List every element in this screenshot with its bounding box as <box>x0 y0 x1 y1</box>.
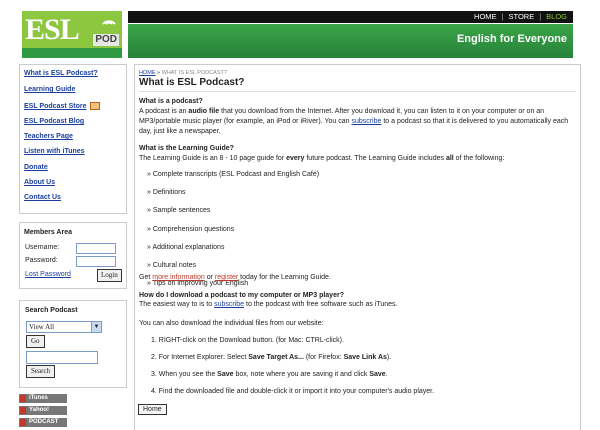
breadcrumb-current: WHAT IS ESL PODCAST? <box>161 70 227 76</box>
subscribe-link[interactable]: subscribe <box>351 118 382 125</box>
step-1: 1. RIGHT-click on the Download button. (for Mac: CTRL-click). <box>151 337 344 344</box>
list-item: » Comprehension questions <box>147 226 235 233</box>
password-input[interactable] <box>76 256 116 267</box>
esl-pod-logo[interactable] <box>22 11 122 48</box>
nav-blog[interactable]: BLOG <box>546 12 567 21</box>
sidebar-item-blog[interactable]: ESL Podcast Blog <box>24 118 85 125</box>
home-button[interactable]: Home <box>138 404 167 415</box>
sidebar-item-donate[interactable]: Donate <box>24 164 48 171</box>
register-paragraph: Get more information or register today for the Learning Guide. <box>139 274 331 281</box>
itunes-badge[interactable]: iTunes <box>19 394 67 403</box>
heading-download: How do I download a podcast to my computer or MP3 player? <box>139 292 344 299</box>
list-item: » Sample sentences <box>147 207 211 214</box>
password-label: Password: <box>25 257 58 264</box>
broadcast-icon <box>100 13 118 25</box>
sidebar-item-what-is-esl-podcast[interactable]: What is ESL Podcast? <box>24 70 98 77</box>
step-4: 4. Find the downloaded file and double-click it or import it into your computer's audio player. <box>151 388 435 395</box>
sidebar-item-label: ESL Podcast Store <box>24 102 87 110</box>
breadcrumb: HOME » WHAT IS ESL PODCAST? <box>139 70 227 76</box>
header <box>0 0 600 60</box>
step-2: 2. For Internet Explorer: Select Save Target As... (for Firefox: Save Link As). <box>151 354 392 361</box>
sidebar-item-teachers[interactable]: Teachers Page <box>24 133 73 140</box>
chevron-down-icon: ▼ <box>91 322 101 332</box>
plus-icon <box>20 395 26 402</box>
subscribe-link-2[interactable]: subscribe <box>214 301 245 308</box>
yahoo-badge[interactable]: Yahoo! <box>19 406 67 415</box>
register-link[interactable]: register <box>214 274 239 281</box>
cart-icon <box>90 102 100 110</box>
category-select[interactable]: View All ▼ <box>26 321 102 333</box>
logo-text: ESL <box>25 13 79 46</box>
lost-password-link[interactable]: Lost Password <box>25 271 71 278</box>
divider <box>139 91 576 92</box>
list-item: » Additional explanations <box>147 244 225 251</box>
sidebar-item-store[interactable] <box>24 102 100 110</box>
sidebar-nav <box>19 64 127 214</box>
search-title: Search Podcast <box>25 307 78 314</box>
list-item: » Tips on improving your English <box>147 280 249 287</box>
members-area <box>19 222 127 289</box>
podcast-paragraph: A podcast is an audio file that you download from the Internet. After you download it, you can listen to it on your computer or on an MP3/portable music player (for example, an iPod or iRiver). You can subscribe to a podcast so that it is delivered to you automatically each day, just like a newspaper. <box>139 108 569 135</box>
list-item: » Complete transcripts (ESL Podcast and English Café) <box>147 171 320 178</box>
page-title: What is ESL Podcast? <box>139 77 245 88</box>
username-input[interactable] <box>76 243 116 254</box>
list-item: » Cultural notes <box>147 262 197 269</box>
logo-sub: POD <box>95 34 117 45</box>
sidebar-item-contact[interactable]: Contact Us <box>24 194 61 201</box>
download-paragraph: The easiest way to is to subscribe to the podcast with free software such as iTunes. <box>139 301 398 308</box>
learning-guide-paragraph: The Learning Guide is an 8 - 10 page guide for every future podcast. The Learning Guide includes all of the following: <box>139 155 505 162</box>
plus-icon <box>20 407 26 414</box>
sidebar-item-about[interactable]: About Us <box>24 179 56 186</box>
header-banner <box>128 24 573 58</box>
search-input[interactable] <box>26 351 98 364</box>
nav-store[interactable]: STORE <box>508 12 535 21</box>
username-label: Username: <box>25 244 60 251</box>
go-button[interactable]: Go <box>26 335 45 348</box>
main-content <box>134 64 581 430</box>
step-3: 3. When you see the Save box, note where you are saving it and click Save. <box>151 371 388 378</box>
members-title: Members Area <box>24 229 72 236</box>
top-nav: HOME | STORE | BLOG <box>128 11 573 23</box>
search-button[interactable]: Search <box>26 365 55 378</box>
search-podcast <box>19 300 127 388</box>
podcast-badge[interactable]: PODCAST <box>19 418 67 427</box>
logo-underbar <box>22 48 122 58</box>
nav-home[interactable]: HOME <box>474 12 497 21</box>
sidebar-item-learning-guide[interactable]: Learning Guide <box>24 86 76 93</box>
sidebar-item-itunes[interactable]: Listen with iTunes <box>24 148 85 155</box>
individual-files-paragraph: You can also download the individual files from our website: <box>139 320 324 327</box>
login-button[interactable]: Login <box>97 269 122 282</box>
rss-icon <box>20 419 26 426</box>
heading-what-is-podcast: What is a podcast? <box>139 98 203 105</box>
heading-learning-guide: What is the Learning Guide? <box>139 145 234 152</box>
breadcrumb-home[interactable]: HOME <box>139 70 156 76</box>
more-information-link[interactable]: more information <box>152 274 205 281</box>
list-item: » Definitions <box>147 189 186 196</box>
tagline: English for Everyone <box>456 33 567 45</box>
